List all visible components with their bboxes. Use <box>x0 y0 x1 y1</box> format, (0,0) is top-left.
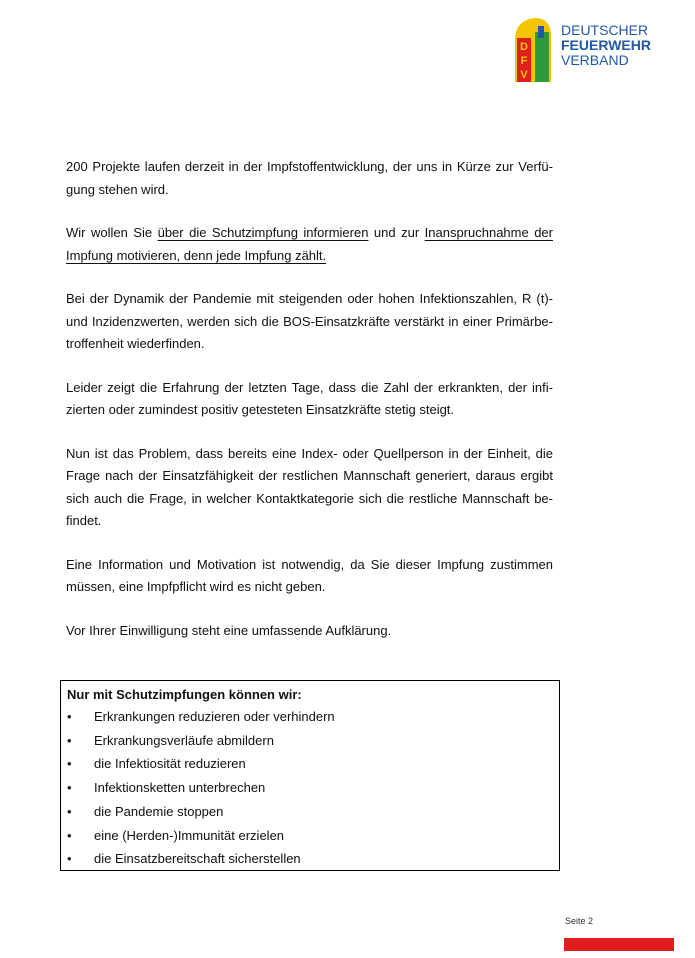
paragraph-3: Bei der Dynamik der Pandemie mit steigenden oder hohen Infektionszahlen, R (t)- und Inzidenzwerten, werden sich die BOS-Einsatzkräfte verstärkt in einer Primärbe-troffenheit wiederfinden. <box>66 291 553 351</box>
vaccination-benefits-box <box>60 680 560 871</box>
list-item <box>67 705 559 729</box>
list-item <box>67 729 559 753</box>
list-item-text: die Pandemie stoppen <box>94 803 224 819</box>
underlined-phrase-inform: über die Schutzimpfung informieren <box>157 225 369 240</box>
box-title: Nur mit Schutzimpfungen können wir: <box>67 687 302 702</box>
benefits-list <box>67 705 559 871</box>
bullet-icon: • <box>67 709 72 724</box>
list-item-text: Infektionsketten unterbrechen <box>94 780 266 796</box>
logo-line-1: DEUTSCHER <box>561 22 649 38</box>
list-item-text: Erkrankungsverläufe abmildern <box>94 732 274 748</box>
paragraph-6: Eine Information und Motivation ist notwendig, da Sie dieser Impfung zustimmen müssen, eine Impfpflicht wird es nicht geben. <box>66 556 553 594</box>
bullet-icon: • <box>67 756 72 772</box>
list-item-text: eine (Herden-)Immunität erzielen <box>94 827 285 843</box>
list-item-text: die Infektiosität reduzieren <box>94 756 246 772</box>
dfv-logo <box>511 16 661 82</box>
paragraph-2-intro: Wir wollen Sie <box>66 225 158 240</box>
list-item-text: die Einsatzbereitschaft sicherstellen <box>94 851 301 867</box>
list-item <box>67 824 559 848</box>
bullet-icon: • <box>67 780 72 796</box>
list-item <box>67 800 559 824</box>
paragraph-5: Nun ist das Problem, dass bereits eine Index- oder Quellperson in der Einheit, die Frage nach der Einsatzfähigkeit der restlichen Mannschaft generiert, daraus ergibt sich auch die Frage, in welcher Kontaktkategorie sich die restliche Mannschaft be-findet. <box>66 445 553 528</box>
footer-red-bar <box>564 938 674 951</box>
logo-line-2: FEUERWEHR <box>561 37 651 53</box>
bullet-icon: • <box>67 732 72 748</box>
fire-helmet-emblem-icon <box>511 16 553 82</box>
paragraph-2 <box>66 222 553 267</box>
emblem-letter-f: F <box>520 55 528 67</box>
bullet-icon: • <box>67 827 72 843</box>
paragraph-4: Leider zeigt die Erfahrung der letzten Tage, dass die Zahl der erkrankten, der infi-zierten oder zumindest positiv getesteten Einsatzkräfte stetig steigt. <box>66 379 553 417</box>
underlined-phrase-motivate: Inanspruchnahme der Impfung motivieren, denn jede Impfung zählt. <box>66 225 553 263</box>
logo-wordmark <box>561 23 651 68</box>
page-number: Seite 2 <box>565 916 594 926</box>
list-item <box>67 847 559 871</box>
bullet-icon: • <box>67 851 72 867</box>
emblem-letter-d: D <box>520 41 528 53</box>
bullet-icon: • <box>67 803 72 819</box>
paragraph-1: 200 Projekte laufen derzeit in der Impfstoffentwicklung, der uns in Kürze zur Verfü-gung stehen wird. <box>66 159 553 197</box>
list-item <box>67 752 559 776</box>
paragraph-7: Vor Ihrer Einwilligung steht eine umfassende Aufklärung. <box>66 622 392 638</box>
list-item <box>67 776 559 800</box>
logo-line-3: VERBAND <box>561 52 629 68</box>
body-text <box>66 156 553 663</box>
list-item-text: Erkrankungen reduzieren oder verhindern <box>94 709 335 724</box>
emblem-letter-v: V <box>520 69 528 81</box>
paragraph-2-connector: und zur <box>368 225 425 240</box>
